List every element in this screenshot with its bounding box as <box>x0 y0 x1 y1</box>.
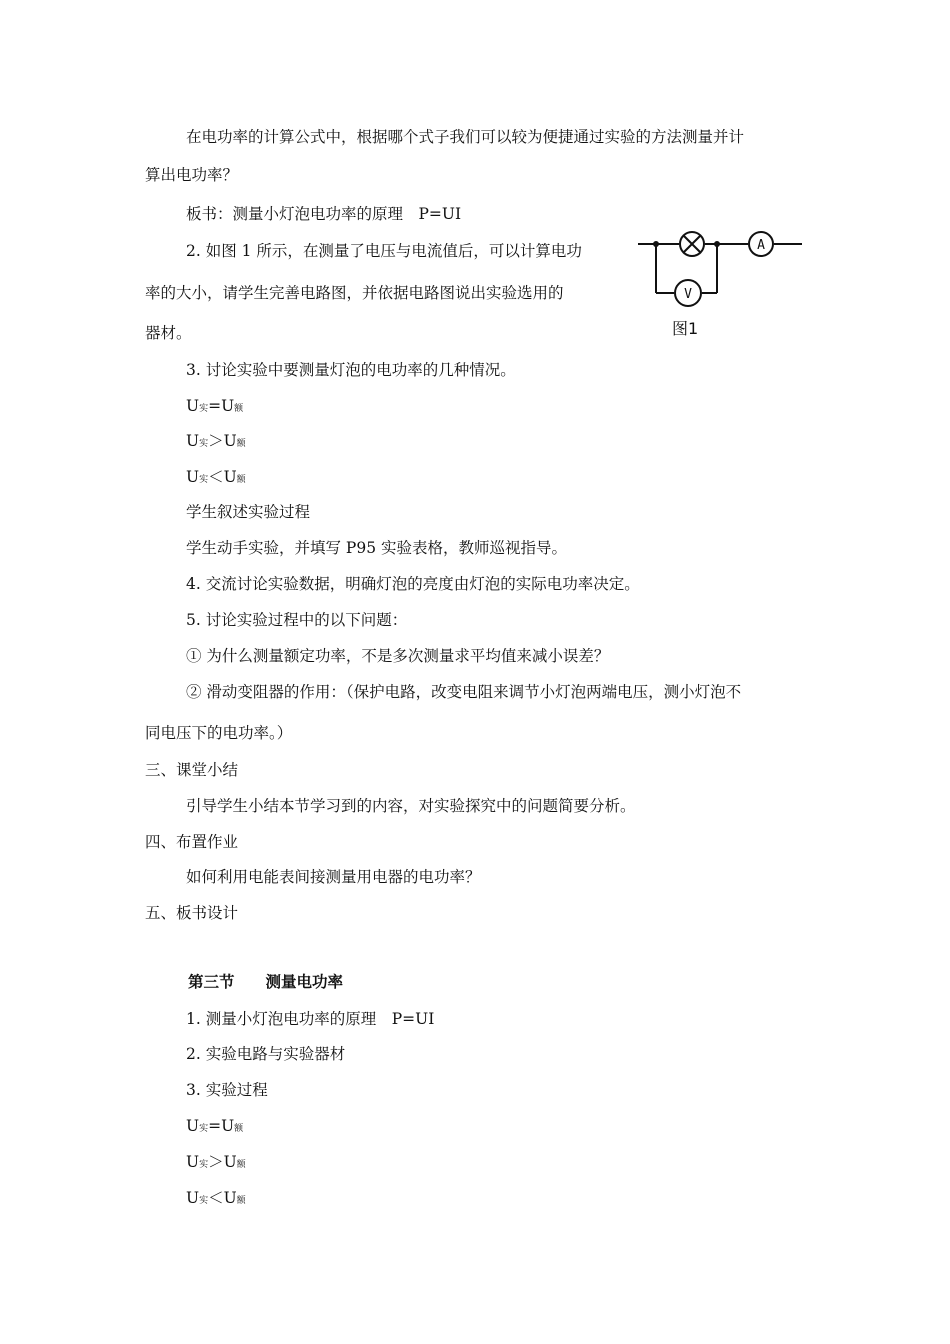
junction-dot <box>714 241 720 247</box>
question-1: ① 为什么测量额定功率，不是多次测量求平均值来减小误差？ <box>186 647 610 665</box>
section-text: 如何利用电能表间接测量用电器的电功率？ <box>186 868 481 886</box>
voltmeter-label: V <box>684 287 692 302</box>
section-heading: 五、板书设计 <box>145 904 239 922</box>
ammeter-label: A <box>757 238 765 253</box>
junction-dot <box>653 241 659 247</box>
board-condition-less: U实＜U额 <box>186 1189 246 1207</box>
paragraph-line: 在电功率的计算公式中，根据哪个式子我们可以较为便捷通过实验的方法测量并计 <box>186 128 745 146</box>
board-design-item: 3. 实验过程 <box>186 1081 268 1099</box>
question-2-line: 同电压下的电功率。） <box>145 724 293 742</box>
board-design-item: 2. 实验电路与实验器材 <box>186 1045 346 1063</box>
condition-greater: U实＞U额 <box>186 432 246 450</box>
board-design-item: 1. 测量小灯泡电功率的原理 P=UI <box>186 1010 435 1028</box>
figure-caption: 图1 <box>672 319 699 338</box>
student-describe: 学生叙述实验过程 <box>186 503 311 521</box>
board-principle: 板书：测量小灯泡电功率的原理 P=UI <box>186 205 462 223</box>
ammeter-symbol <box>749 232 773 256</box>
board-condition-equal: U实=U额 <box>186 1117 244 1135</box>
item-3: 3. 讨论实验中要测量灯泡的电功率的几种情况。 <box>186 361 516 379</box>
condition-less: U实＜U额 <box>186 468 246 486</box>
voltmeter-symbol <box>675 280 701 306</box>
item-4: 4. 交流讨论实验数据，明确灯泡的亮度由灯泡的实际电功率决定。 <box>186 575 640 593</box>
section-heading: 三、课堂小结 <box>145 761 239 779</box>
paragraph-line: 算出电功率？ <box>145 166 239 184</box>
question-2-line: ② 滑动变阻器的作用：（保护电路，改变电阻来调节小灯泡两端电压，测小灯泡不 <box>186 683 742 701</box>
section-heading: 四、布置作业 <box>145 833 239 851</box>
item-2-line: 2. 如图 1 所示，在测量了电压与电流值后，可以计算电功 <box>186 242 582 260</box>
item-5: 5. 讨论实验过程中的以下问题： <box>186 611 408 629</box>
board-design-title: 第三节 测量电功率 <box>188 973 344 991</box>
condition-equal: U实=U额 <box>186 397 244 415</box>
item-2-line: 率的大小，请学生完善电路图，并依据电路图说出实验选用的 <box>145 284 564 302</box>
board-condition-greater: U实＞U额 <box>186 1153 246 1171</box>
item-2-line: 器材。 <box>145 324 192 342</box>
lamp-symbol <box>680 232 704 256</box>
section-text: 引导学生小结本节学习到的内容，对实验探究中的问题简要分析。 <box>186 797 636 815</box>
student-experiment: 学生动手实验，并填写 P95 实验表格，教师巡视指导。 <box>186 539 568 557</box>
circuit-diagram <box>636 226 806 338</box>
